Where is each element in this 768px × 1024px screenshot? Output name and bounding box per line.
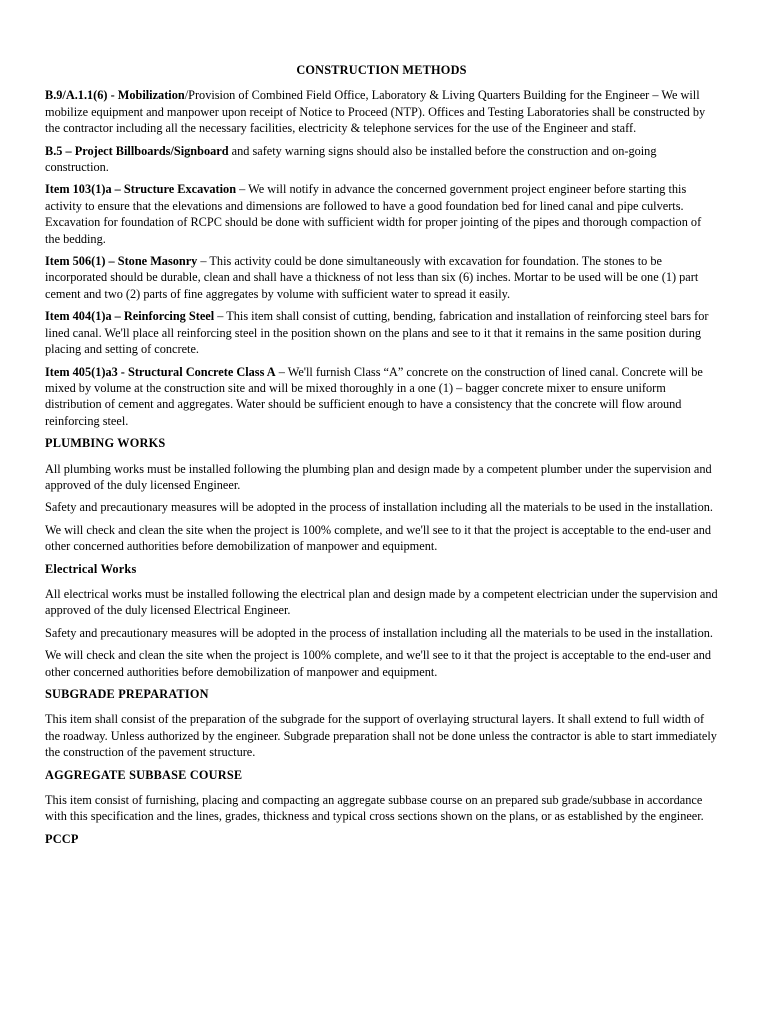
plumbing-heading: PLUMBING WORKS (45, 436, 166, 451)
item-text: – This activity could be done simultaneously with excavation for foundation. The stones to be incorporated should be durable, clean and shall have a thickness of not less than six (6) inches. Mortar to be used will be one (1) part cement and two (2) parts of fine aggregates by volume with sufficient water to spread it easily. (45, 254, 699, 301)
subbase-heading: AGGREGATE SUBBASE COURSE (45, 767, 243, 782)
document-title: CONSTRUCTION METHODS (296, 63, 467, 77)
electrical-paragraph: We will check and clean the site when the project is 100% complete, and we'll see to it that the project is acceptable to the end-user and other concerned authorities before demobilization of manpower and equipment. (45, 648, 712, 679)
electrical-paragraph: Safety and precautionary measures will be adopted in the process of installation including all the materials to be used in the installation. (45, 625, 713, 640)
plumbing-paragraph: Safety and precautionary measures will be adopted in the process of installation including all the materials to be used in the installation. (45, 500, 713, 515)
item-label: Item 404(1)a – Reinforcing Steel (45, 309, 215, 324)
item-text: /Provision of Combined Field Office, Laboratory & Living Quarters Building for the Engineer – We will mobilize equipment and manpower upon receipt of Notice to Proceed (NTP). Offices and Testing Laboratories shall be constructed by the contractor including all the necessary facilities, electricity & telephone services for the use of the Engineer and staff. (45, 88, 706, 136)
subbase-paragraph: This item consist of furnishing, placing and compacting an aggregate subbase course on an prepared sub grade/subbase in accordance with this specification and the lines, grades, thickness and typical cross sections shown on the plans, or as established by the engineer. (45, 793, 704, 824)
subgrade-paragraph: This item shall consist of the preparation of the subgrade for the support of overlaying structural layers. It shall extend to full width of the roadway. Unless authorized by the engineer. Subgrade preparation shall not be done unless the contractor is able to start immediately the construction of the pavement structure. (45, 712, 717, 760)
plumbing-paragraph: We will check and clean the site when the project is 100% complete, and we'll see to it that the project is acceptable to the end-user and other concerned authorities before demobilization of manpower and equipment. (45, 522, 712, 554)
item-structural-concrete (45, 364, 718, 430)
item-label: Item 103(1)a – Structure Excavation (45, 182, 237, 197)
item-stone-masonry (45, 253, 718, 302)
item-label: Item 405(1)a3 - Structural Concrete Class A (45, 364, 276, 379)
electrical-heading: Electrical Works (45, 561, 137, 576)
item-structure-excavation (45, 181, 718, 247)
item-label: B.5 – Project Billboards/Signboard (45, 143, 229, 158)
pccp-heading: PCCP (45, 831, 79, 846)
item-label: Item 506(1) – Stone Masonry (45, 254, 198, 269)
plumbing-paragraph: All plumbing works must be installed following the plumbing plan and design made by a competent plumber under the supervision and approved of the duly licensed Engineer. (45, 461, 712, 492)
electrical-paragraph: All electrical works must be installed following the electrical plan and design made by a competent electrician under the supervision and approved of the duly licensed Electrical Engineer. (45, 586, 718, 618)
item-text: and safety warning signs should also be installed before the construction and on-going construction. (45, 143, 657, 175)
item-text: – We'll furnish Class “A” concrete on the construction of lined canal. Concrete will be mixed by volume at the construction site and will be mixed thoroughly in a one (1) – bagger concrete mixer to ensure uniform distribution of cement and aggregates. Water should be sufficient enough to have a consistency that the concrete will flow around reinforcing steel. (45, 364, 703, 428)
item-billboards (45, 143, 718, 176)
item-mobilization (45, 87, 718, 136)
item-label: B.9/A.1.1(6) - Mobilization (45, 88, 185, 103)
item-text: – This item shall consist of cutting, bending, fabrication and installation of reinforcing steel bars for lined canal. We'll place all reinforcing steel in the position shown on the plans and see to it that it remains in the same position during placing and setting of concrete. (45, 309, 709, 357)
subgrade-heading: SUBGRADE PREPARATION (45, 687, 209, 701)
item-reinforcing-steel (45, 308, 718, 357)
item-text: – We will notify in advance the concerned government project engineer before starting this activity to ensure that the elevations and dimensions are followed to have a good foundation bed for lined canal and pipe culverts. Excavation for foundation of RCPC should be done with sufficient width for proper jointing of the pipes and thorough compaction of the bedding. (45, 182, 702, 246)
